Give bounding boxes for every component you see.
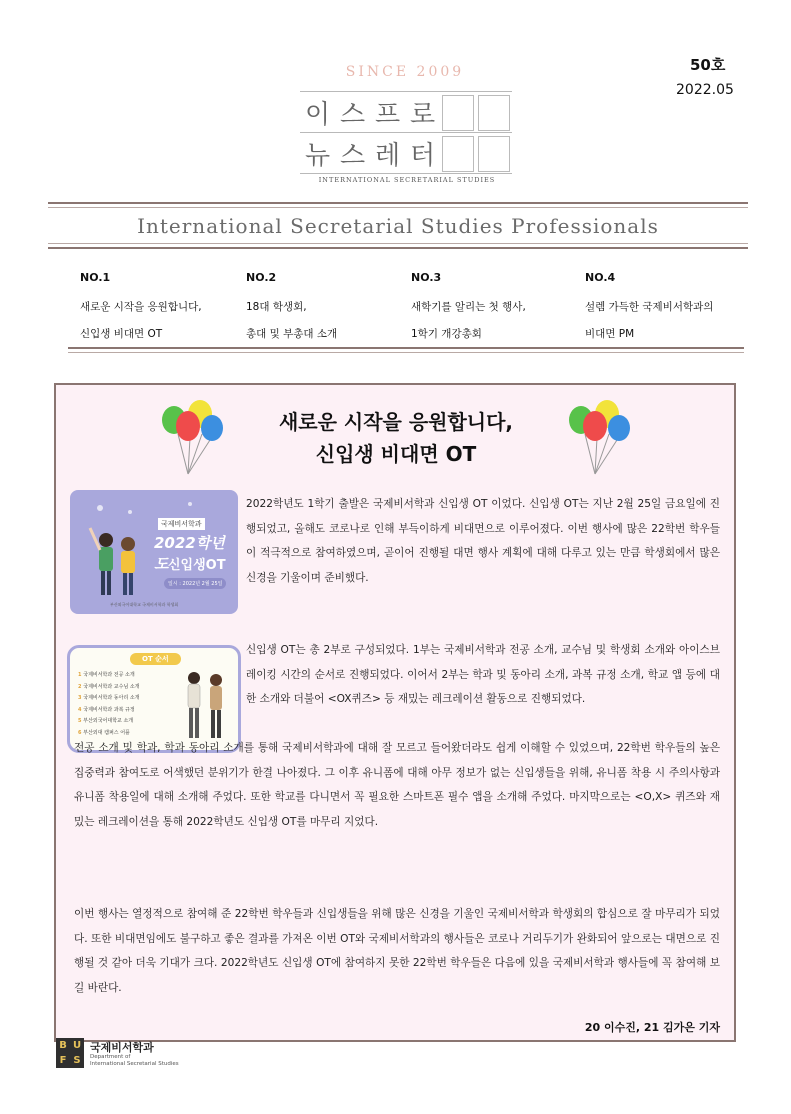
poster-title-2: 신입생OT bbox=[168, 558, 226, 573]
article-headline bbox=[200, 406, 592, 470]
masthead-box bbox=[442, 95, 474, 131]
schedule-item: 2 국제비서학과 교수님 소개 bbox=[78, 683, 140, 690]
logo-letter: S bbox=[73, 1055, 81, 1066]
schedule-heading: OT 순서 bbox=[130, 653, 181, 665]
masthead-char: 이 bbox=[304, 99, 331, 130]
masthead-char: 로 bbox=[409, 99, 436, 130]
divider bbox=[48, 243, 748, 244]
tagline: International Secretarial Studies Professionals bbox=[137, 214, 659, 238]
divider bbox=[48, 207, 748, 208]
toc-title: 비대면 PM bbox=[585, 328, 635, 340]
article-paragraph-2a: 신입생 OT는 총 2부로 구성되었다. 1부는 국제비서학과 전공 소개, 교수님 및 학생회 소개와 아이스브레이킹 시간의 순서로 진행되었다. 이어서 2부는 학과 및 동아리 소개, 과복 규정 소개, 학교 앱 등에 대한 소개와 더불어 <OX퀴즈> 등 재밌는 레크레이션 활동으로 진행되었다. bbox=[246, 644, 720, 705]
schedule-item: 1 국제비서학과 전공 소개 bbox=[78, 672, 135, 678]
toc-item-1[interactable] bbox=[80, 270, 202, 348]
toc-title: 총대 및 부총대 소개 bbox=[246, 328, 338, 340]
schedule-item: 6 부산외대 캠퍼스 어플 bbox=[78, 729, 130, 736]
masthead-subtitle: INTERNATIONAL SECRETARIAL STUDIES bbox=[318, 176, 496, 184]
ot-poster-image bbox=[70, 490, 238, 614]
masthead-box bbox=[478, 95, 510, 131]
schedule-item: 3 국제비서학과 동아리 소개 bbox=[78, 695, 140, 701]
divider bbox=[48, 202, 748, 204]
divider bbox=[48, 247, 748, 249]
masthead-char: 프 bbox=[374, 99, 401, 130]
department-english-line: Department of bbox=[90, 1054, 131, 1060]
masthead-box bbox=[478, 136, 510, 172]
toc-title: 1학기 개강총회 bbox=[411, 328, 482, 340]
toc-title: 신입생 비대면 OT bbox=[80, 328, 163, 340]
masthead-char: 터 bbox=[409, 140, 436, 171]
masthead-char: 레 bbox=[374, 140, 401, 171]
schedule-item: 5 부산외국어대학교 소개 bbox=[78, 718, 134, 724]
department-english bbox=[90, 1054, 179, 1068]
department-name: 국제비서학과 bbox=[90, 1041, 154, 1054]
article-paragraph-3: 이번 행사는 열정적으로 참여해 준 22학번 학우들과 신입생들을 위해 많은 신경을 기울인 국제비서학과 학생회의 합심으로 잘 마무리가 되었다. 또한 비대면임에도 불구하고 좋은 결과를 가져온 이번 OT와 국제비서학과의 행사들은 코로나 거리두기가 완화되어 앞으로는 대면으로 진행될 것 같아 더욱 기대가 크다. 2022학년도 신입생 OT에 참여하지 못한 22학번 학우들은 다음에 있을 국제비서학과 행사들에 꼭 참여해 보길 바란다. bbox=[74, 908, 720, 994]
toc-title: 설렘 가득한 국제비서학과의 bbox=[585, 301, 714, 313]
toc-number: NO.2 bbox=[246, 271, 277, 284]
toc-item-3[interactable] bbox=[411, 270, 526, 348]
toc-item-4[interactable] bbox=[585, 270, 713, 348]
department-english-line: International Secretarial Studies bbox=[90, 1061, 179, 1067]
toc-number: NO.4 bbox=[585, 271, 616, 284]
masthead-row-2 bbox=[300, 133, 512, 174]
toc-number: NO.1 bbox=[80, 271, 111, 284]
schedule-item: 4 국제비서학과 과복 규정 bbox=[78, 706, 135, 713]
toc-number: NO.3 bbox=[411, 271, 442, 284]
toc-title: 새로운 시작을 응원합니다, bbox=[80, 301, 202, 313]
masthead-char: 뉴 bbox=[304, 140, 331, 171]
masthead-box bbox=[442, 136, 474, 172]
poster-credit: 부산외국어대학교 국제비서학과 학생회 bbox=[110, 602, 179, 607]
logo-letter: B bbox=[59, 1040, 67, 1051]
divider bbox=[68, 347, 744, 349]
toc-title: 18대 학생회, bbox=[246, 301, 307, 313]
logo-letter: U bbox=[72, 1040, 82, 1051]
masthead-char: 스 bbox=[339, 99, 366, 130]
poster-date: 일시 : 2022년 2월 25일 bbox=[164, 578, 226, 589]
bufs-logo bbox=[56, 1038, 84, 1068]
article-byline: 20 이수진, 21 김가은 기자 bbox=[584, 1021, 720, 1034]
masthead-row-1 bbox=[300, 91, 512, 133]
toc-title: 새학기를 알리는 첫 행사, bbox=[411, 301, 526, 313]
poster-title-1: 2022학년도 bbox=[154, 534, 225, 573]
issue-number: 50호 bbox=[690, 56, 726, 74]
poster-label: 국제비서학과 bbox=[158, 518, 205, 530]
schedule-list bbox=[78, 670, 140, 739]
masthead-char: 스 bbox=[339, 140, 366, 171]
logo-letter: F bbox=[59, 1055, 67, 1066]
since-label: SINCE 2009 bbox=[345, 64, 465, 80]
masthead-title bbox=[300, 91, 512, 174]
divider bbox=[68, 352, 744, 353]
article-paragraph-1: 2022학년도 1학기 출발은 국제비서학과 신입생 OT 이었다. 신입생 OT는 지난 2월 25일 금요일에 진행되었고, 올해도 코로나로 인해 부득이하게 비대면으로 이루어졌다. 이번 행사에 많은 22학번 학우들이 적극적으로 참여하였으며, 곧이어 진행될 대면 행사 계획에 대해 다루고 있는 만큼 학생회에서 많은 신경을 기울이며 준비했다. bbox=[246, 498, 720, 584]
headline-line-1: 새로운 시작을 응원합니다, bbox=[278, 410, 514, 434]
headline-line-2: 신입생 비대면 OT bbox=[315, 442, 477, 466]
issue-date: 2022.05 bbox=[676, 82, 734, 98]
article-paragraph-2b: 전공 소개 및 학과, 학과 동아리 소개를 통해 국제비서학과에 대해 잘 모르고 들어왔더라도 쉽게 이해할 수 있었으며, 22학번 학우들의 높은 집중력과 참여도로 어색했던 분위기가 한결 나아졌다. 그 이후 유니폼에 대해 아무 정보가 없는 신입생들을 위해, 유니폼 착용 시 주의사항과 유니폼 착용일에 대해 소개해 주었다. 또한 학교를 다니면서 꼭 필요한 스마트폰 필수 앱을 소개해 주었다. 마지막으로는 <O,X> 퀴즈와 재밌는 레크레이션을 통해 2022학년도 신입생 OT를 마무리 지었다. bbox=[74, 742, 720, 828]
toc-item-2[interactable] bbox=[246, 270, 337, 348]
